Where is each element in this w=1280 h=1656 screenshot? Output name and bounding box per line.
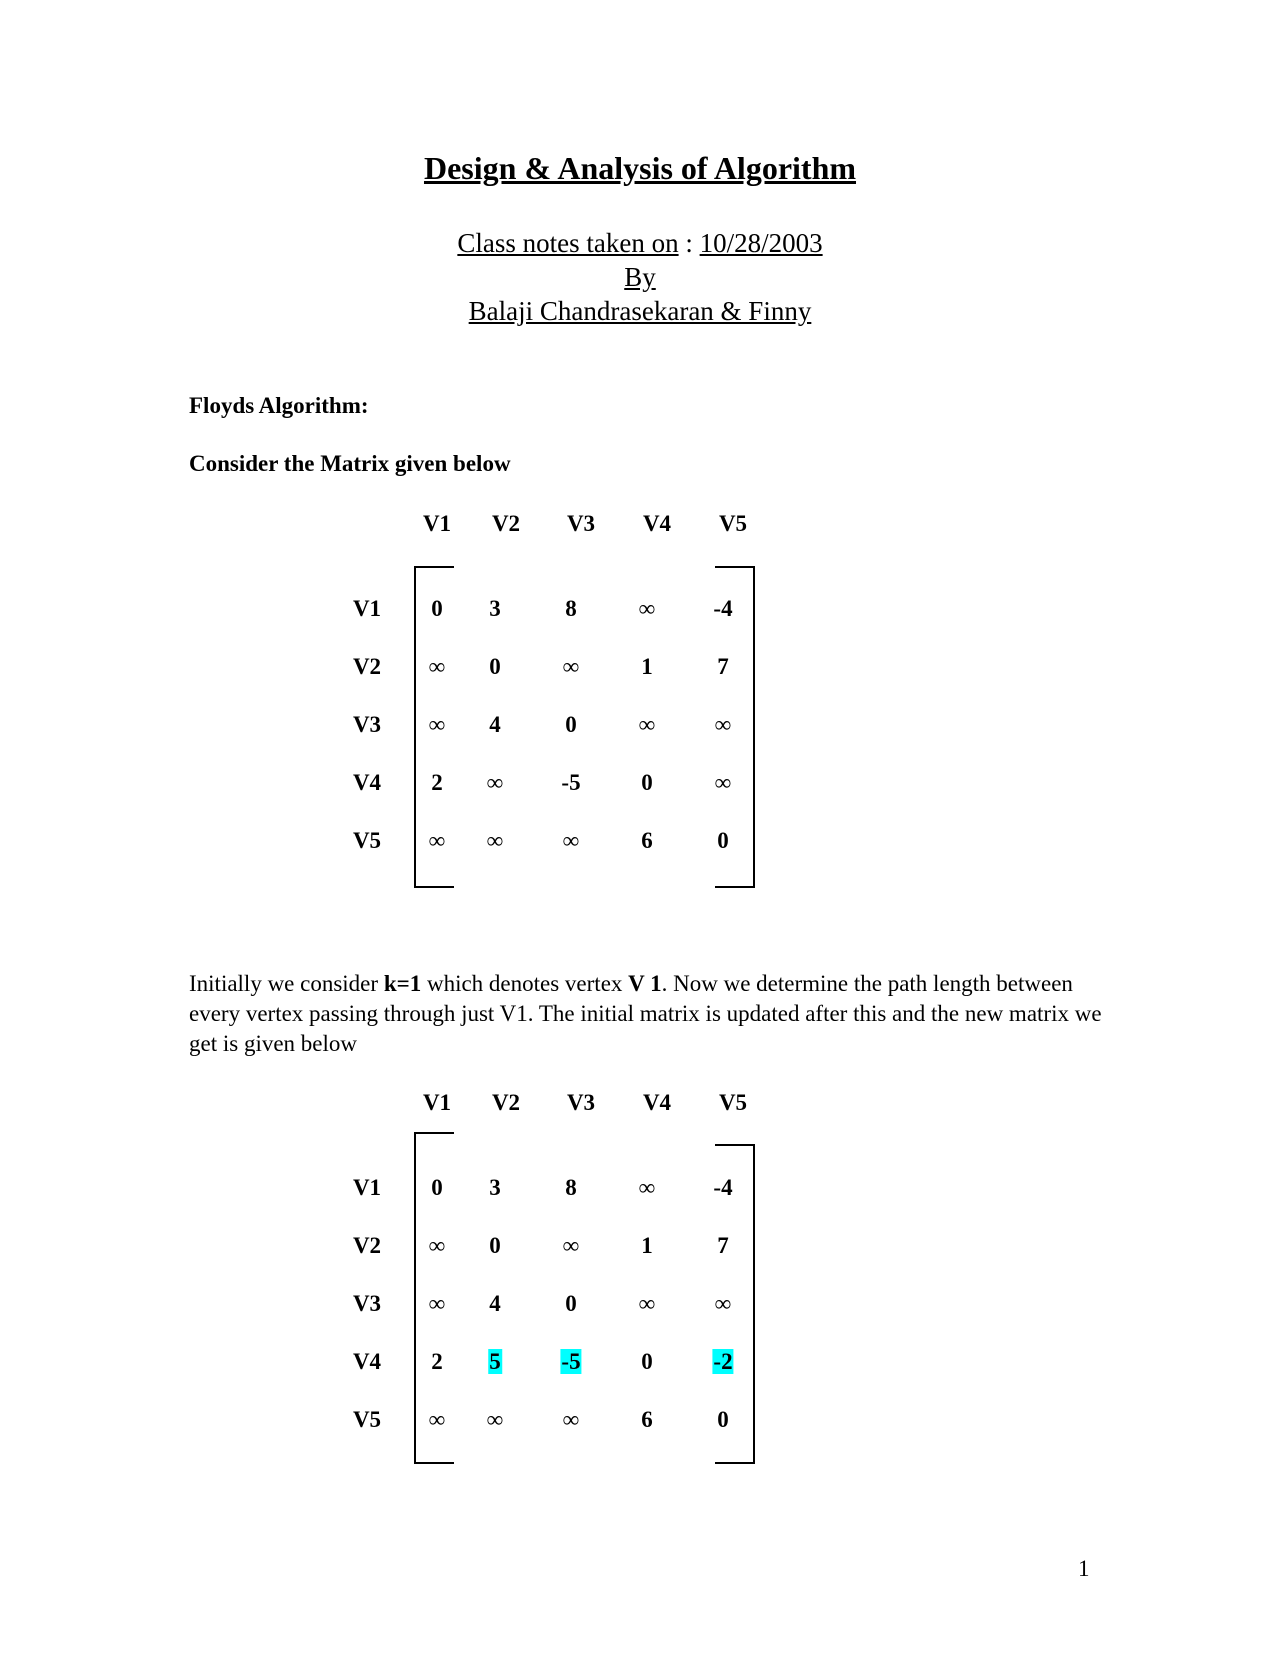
matrix-cell [560,1348,581,1376]
matrix-cell [639,595,655,623]
cell-value: 0 [489,654,501,679]
cell-value: ∞ [638,596,656,621]
matrix-cell [561,769,580,797]
cell-value: 7 [717,654,729,679]
matrix-cell [489,1174,501,1202]
column-header: V4 [642,511,672,536]
matrix-left-bracket [414,566,454,888]
cell-value: 8 [565,1175,577,1200]
cell-value: 0 [489,1233,501,1258]
cell-value: 8 [565,596,577,621]
column-header: V5 [718,511,748,536]
cell-value: ∞ [428,1291,446,1316]
matrix-cell [487,827,503,855]
matrix-cell [565,711,577,739]
row-label: V5 [352,828,382,853]
cell-value: 6 [641,828,653,853]
cell-value: 0 [641,770,653,795]
column-header: V5 [718,1090,748,1115]
notes-separator: : [678,228,700,258]
cell-value: -5 [561,770,581,795]
matrix-right-bracket [715,1144,755,1464]
matrix-cell [565,1174,577,1202]
cell-value: ∞ [562,1233,580,1258]
page-number: 1 [1078,1556,1090,1581]
matrix-cell [487,1406,503,1434]
cell-value: ∞ [428,712,446,737]
matrix-cell [639,1174,655,1202]
paragraph-text-1: Initially we consider [189,971,384,996]
row-label: V3 [352,712,382,737]
cell-value: ∞ [638,1291,656,1316]
cell-value: 0 [717,828,729,853]
section-heading: Floyds Algorithm: [189,393,369,418]
matrix-left-bracket [414,1132,454,1464]
cell-value: -4 [713,1175,733,1200]
paragraph-vertex: V 1 [628,971,662,996]
highlighted-value: 5 [489,1349,501,1374]
column-header: V3 [566,511,596,536]
matrix-cell [565,595,577,623]
cell-value: ∞ [486,770,504,795]
row-label: V2 [352,1233,382,1258]
cell-value: 0 [565,712,577,737]
paragraph-text-3: . Now we determine the path length between every vertex passing through just V1. The initial matrix is updated after this and the new matrix we get is given below [189,971,1102,1056]
cell-value: ∞ [638,1175,656,1200]
matrix-right-bracket [715,566,755,888]
column-header: V1 [422,1090,452,1115]
cell-value: 3 [489,1175,501,1200]
cell-value: 0 [641,1349,653,1374]
cell-value: 0 [431,596,443,621]
matrix-cell [641,827,653,855]
intro-text: Consider the Matrix given below [189,451,511,476]
cell-value: 7 [717,1233,729,1258]
cell-value: ∞ [638,712,656,737]
cell-value: ∞ [486,1407,504,1432]
column-header: V2 [491,1090,521,1115]
by-label: By [624,262,656,292]
cell-value: 0 [565,1291,577,1316]
row-label: V4 [352,770,382,795]
matrix-cell [641,653,653,681]
cell-value: 2 [431,1349,443,1374]
cell-value: ∞ [562,1407,580,1432]
column-header: V3 [566,1090,596,1115]
matrix-cell [639,1290,655,1318]
cell-value: ∞ [714,1291,732,1316]
notes-date: 10/28/2003 [699,228,823,258]
matrix-cell [563,1406,579,1434]
matrix-cell [488,1348,502,1376]
cell-value: 0 [717,1407,729,1432]
column-header: V2 [491,511,521,536]
matrix-cell [563,827,579,855]
row-label: V3 [352,1291,382,1316]
matrix-cell [489,595,501,623]
cell-value: 4 [489,712,501,737]
paragraph-text-2: which denotes vertex [421,971,629,996]
matrix-cell [641,1406,653,1434]
column-header: V4 [642,1090,672,1115]
cell-value: ∞ [428,654,446,679]
highlighted-value: -5 [561,1349,581,1374]
cell-value: 0 [431,1175,443,1200]
matrix-cell [489,1290,501,1318]
paragraph-k-value: k=1 [383,971,422,996]
row-label: V1 [352,596,382,621]
cell-value: ∞ [714,712,732,737]
row-label: V5 [352,1407,382,1432]
cell-value: ∞ [428,828,446,853]
matrix-cell [641,1232,653,1260]
explanation-paragraph [189,969,1109,1059]
cell-value: 1 [641,654,653,679]
cell-value: ∞ [428,1233,446,1258]
cell-value: ∞ [562,654,580,679]
matrix-cell [489,711,501,739]
cell-value: ∞ [562,828,580,853]
matrix-cell [639,711,655,739]
matrix-cell [563,1232,579,1260]
cell-value: -4 [713,596,733,621]
cell-value: 3 [489,596,501,621]
authors: Balaji Chandrasekaran & Finny [468,296,812,326]
cell-value: 4 [489,1291,501,1316]
cell-value: ∞ [428,1407,446,1432]
column-header: V1 [422,511,452,536]
row-label: V4 [352,1349,382,1374]
matrix-cell [565,1290,577,1318]
matrix-cell [487,769,503,797]
matrix-cell [641,1348,653,1376]
cell-value: 2 [431,770,443,795]
row-label: V2 [352,654,382,679]
notes-label: Class notes taken on [457,228,679,258]
document-title: Design & Analysis of Algorithm [423,150,857,186]
cell-value: 1 [641,1233,653,1258]
matrix-cell [641,769,653,797]
matrix-cell [489,1232,501,1260]
cell-value: ∞ [486,828,504,853]
highlighted-value: -2 [713,1349,733,1374]
cell-value: ∞ [714,770,732,795]
matrix-cell [563,653,579,681]
row-label: V1 [352,1175,382,1200]
notes-date-line [0,228,1280,259]
matrix-cell [489,653,501,681]
cell-value: 6 [641,1407,653,1432]
